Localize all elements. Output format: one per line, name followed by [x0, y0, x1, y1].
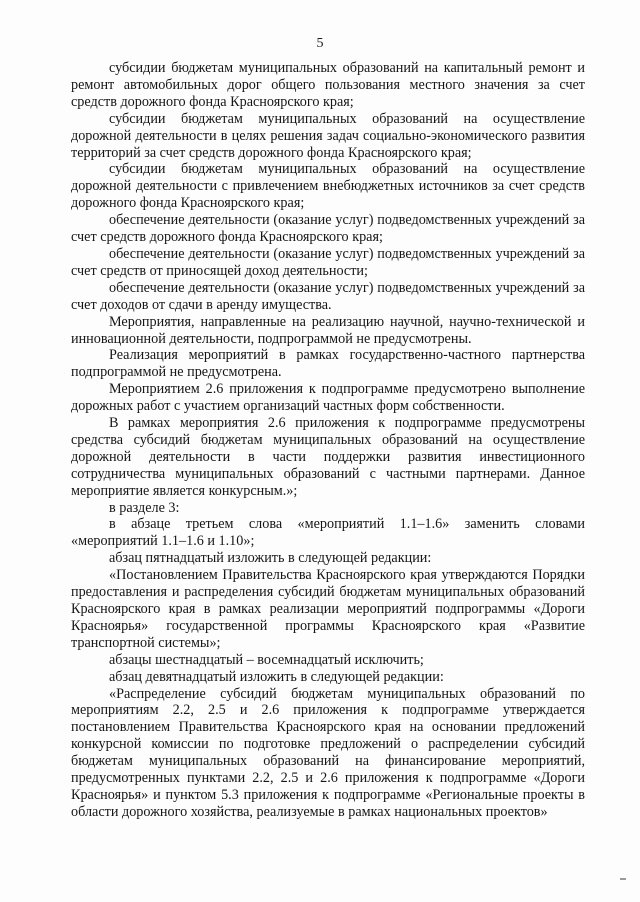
paragraph-6: обеспечение деятельности (оказание услуг) подведомственных учреждений за счет доходов от сдачи в аренду имущества.: [71, 279, 585, 313]
paragraph-2: субсидии бюджетам муниципальных образований на осуществление дорожной деятельности в целях решения задач социально-экономического развития территорий за счет средств дорожного фонда Красноярского края;: [71, 110, 585, 161]
page-number: 5: [316, 36, 324, 51]
scan-artifact: [620, 878, 626, 880]
paragraph-11: в разделе 3:: [109, 499, 180, 516]
paragraph-8: Реализация мероприятий в рамках государственно-частного партнерства подпрограммой не предусмотрена.: [71, 347, 585, 381]
paragraph-16: абзац девятнадцатый изложить в следующей редакции:: [109, 668, 444, 685]
paragraph-9: Мероприятием 2.6 приложения к подпрограмме предусмотрено выполнение дорожных работ с участием организаций частных форм собственности.: [71, 381, 585, 415]
paragraph-1: субсидии бюджетам муниципальных образований на капитальный ремонт и ремонт автомобильных дорог общего пользования местного значения за счет средств дорожного фонда Красноярского края;: [71, 60, 585, 110]
document-body: [71, 60, 585, 821]
paragraph-15: абзацы шестнадцатый – восемнадцатый исключить;: [109, 651, 424, 668]
paragraph-3: субсидии бюджетам муниципальных образований на осуществление дорожной деятельности с привлечением внебюджетных источников за счет средств дорожного фонда Красноярского края;: [71, 161, 585, 212]
paragraph-5: обеспечение деятельности (оказание услуг) подведомственных учреждений за счет средств от приносящей доход деятельности;: [71, 245, 585, 279]
paragraph-7: Мероприятия, направленные на реализацию научной, научно-технической и инновационной деятельности, подпрограммой не предусмотрены.: [71, 313, 585, 347]
paragraph-12: в абзаце третьем слова «мероприятий 1.1–1.6» заменить словами «мероприятий 1.1–1.6 и 1.10»;: [71, 516, 585, 550]
paragraph-4: обеспечение деятельности (оказание услуг) подведомственных учреждений за счет средств дорожного фонда Красноярского края;: [71, 212, 585, 246]
paragraph-14: «Постановлением Правительства Красноярского края утверждаются Порядки предоставления и распределения субсидий бюджетам муниципальных образований Красноярского края в рамках реализации мероприятий подпрограммы «Дороги Красноярья» государственной программы Красноярского края «Развитие транспортной системы»;: [71, 567, 585, 651]
paragraph-10: В рамках мероприятия 2.6 приложения к подпрограмме предусмотрены средства субсидий бюджетам муниципальных образований на осуществление дорожной деятельности в части поддержки развития инвестиционного сотрудничества муниципальных образований с частными партнерами. Данное мероприятие является конкурсным.»;: [71, 415, 585, 499]
paragraph-17: «Распределение субсидий бюджетам муниципальных образований по мероприятиям 2.2, 2.5 и 2.6 приложения к подпрограмме утверждается постановлением Правительства Красноярского края на основании предложений конкурсной комиссии по подготовке предложений о распределении субсидий бюджетам муниципальных образований на финансирование мероприятий, предусмотренных пунктами 2.2, 2.5 и 2.6 приложения к подпрограмме «Дороги Красноярья» и пунктом 5.3 приложения к подпрограмме «Региональные проекты в области дорожного хозяйства, реализуемые в рамках национальных проектов»: [71, 685, 585, 820]
paragraph-13: абзац пятнадцатый изложить в следующей редакции:: [109, 550, 432, 567]
